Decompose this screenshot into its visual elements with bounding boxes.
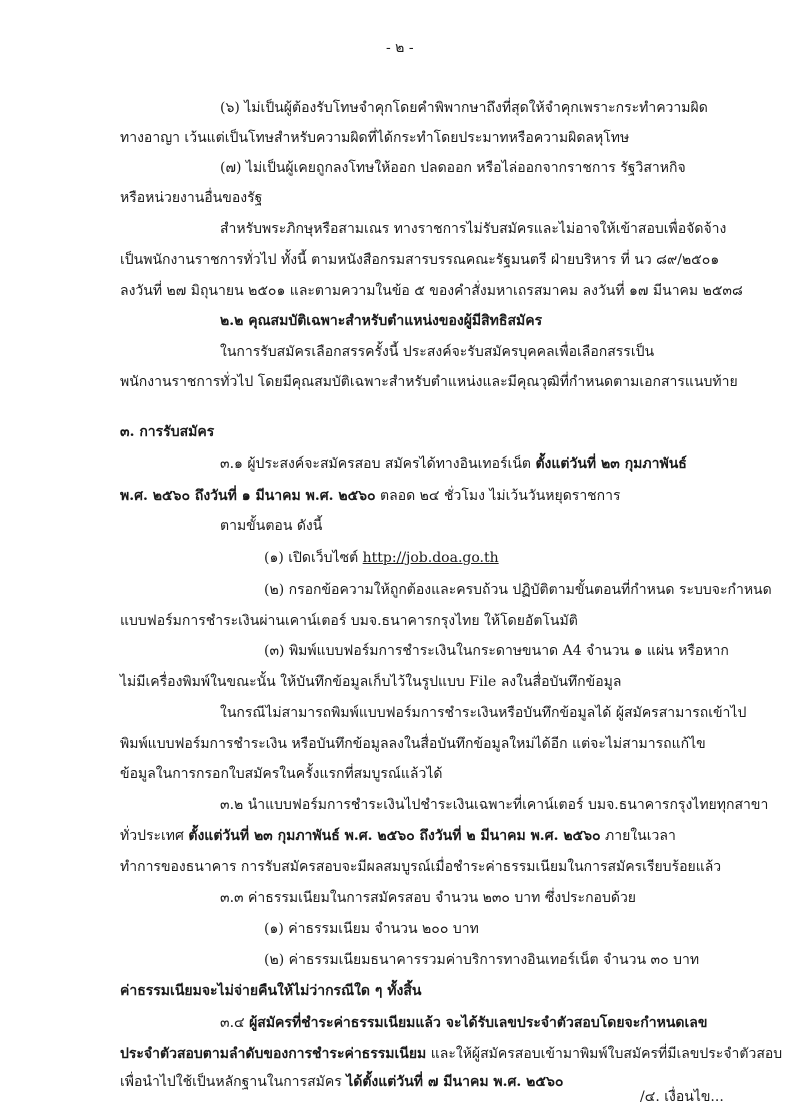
section-3-4-text-1: ผู้สมัครที่ชำระค่าธรรมเนียมแล้ว จะได้รับเลขประจำตัวสอบโดยจะกำหนดเลข xyxy=(249,1015,708,1031)
page-number: - ๒ - xyxy=(386,40,414,56)
continuation-marker: /๔. เงื่อนไข... xyxy=(640,1089,724,1105)
qualification-7-line-1: (๗) ไม่เป็นผู้เคยถูกลงโทษให้ออก ปลดออก หรือไล่ออกจากราชการ รัฐวิสาหกิจ xyxy=(220,160,686,176)
section-3-1-line-1 xyxy=(220,454,687,474)
section-3-2-within-time: ภายในเวลา xyxy=(600,828,676,844)
section-2-2-title: ๒.๒ คุณสมบัติเฉพาะสำหรับตำแหน่งของผู้มีสิทธิสมัคร xyxy=(220,313,543,329)
section-2-2-line-2: พนักงานราชการทั่วไป โดยมีคุณสมบัติเฉพาะสำหรับตำแหน่งและมีคุณวุฒิที่กำหนดตามเอกสารแนบท้าย xyxy=(120,374,738,390)
monk-note-line-3: ลงวันที่ ๒๗ มิถุนายน ๒๕๐๑ และตามความในข้อ ๕ ของคำสั่งมหาเถรสมาคม ลงวันที่ ๑๗ มีนาคม ๒๕๓๘ xyxy=(120,283,743,299)
section-3-4-text-2: ประจำตัวสอบตามลำดับของการชำระค่าธรรมเนียม xyxy=(120,1046,427,1062)
step-1-label: (๑) เปิดเว็บไซต์ xyxy=(264,550,363,566)
section-3-4-line-2 xyxy=(120,1044,782,1064)
section-3-1-line-3: ตามขั้นตอน ดังนี้ xyxy=(220,518,323,534)
section-3-1-line-2 xyxy=(120,486,621,506)
print-note-line-2: พิมพ์แบบฟอร์มการชำระเงิน หรือบันทึกข้อมูลลงในสื่อบันทึกข้อมูลใหม่ได้อีก แต่จะไม่สามารถแก้ไข xyxy=(120,736,706,752)
step-3-line-2: ไม่มีเครื่องพิมพ์ในขณะนั้น ให้บันทึกข้อมูลเก็บไว้ในรูปแบบ File ลงในสื่อบันทึกข้อมูล xyxy=(120,674,622,690)
no-refund-notice: ค่าธรรมเนียมจะไม่จ่ายคืนให้ไม่ว่ากรณีใด ๆ ทั้งสิ้น xyxy=(120,983,422,999)
step-2-line-1: (๒) กรอกข้อความให้ถูกต้องและครบถ้วน ปฏิบัติตามขั้นตอนที่กำหนด ระบบจะกำหนด xyxy=(264,582,772,598)
fee-item-2: (๒) ค่าธรรมเนียมธนาคารรวมค่าบริการทางอินเทอร์เน็ต จำนวน ๓๐ บาท xyxy=(264,952,700,968)
print-note-line-3: ข้อมูลในการกรอกใบสมัครในครั้งแรกที่สมบูรณ์แล้วได้ xyxy=(120,766,443,782)
section-2-2-line-1: ในการรับสมัครเลือกสรรครั้งนี้ ประสงค์จะรับสมัครบุคคลเพื่อเลือกสรรเป็น xyxy=(220,344,655,360)
qualification-7-line-2: หรือหน่วยงานอื่นของรัฐ xyxy=(120,190,263,206)
step-3-line-1: (๓) พิมพ์แบบฟอร์มการชำระเงินในกระดาษขนาด A4 จำนวน ๑ แผ่น หรือหาก xyxy=(264,643,729,659)
monk-note-line-1: สำหรับพระภิกษุหรือสามเณร ทางราชการไม่รับสมัครและไม่อาจให้เข้าสอบเพื่อจัดจ้าง xyxy=(220,221,727,237)
section-3-title: ๓. การรับสมัคร xyxy=(120,424,215,440)
section-3-4-text-4: เพื่อนำไปใช้เป็นหลักฐานในการสมัคร xyxy=(120,1074,347,1090)
print-note-line-1: ในกรณีไม่สามารถพิมพ์แบบฟอร์มการชำระเงินหรือบันทึกข้อมูลได้ ผู้สมัครสามารถเข้าไป xyxy=(220,705,747,721)
fee-item-1: (๑) ค่าธรรมเนียม จำนวน ๒๐๐ บาท xyxy=(264,921,479,937)
section-3-4-print-date: ได้ตั้งแต่วันที่ ๗ มีนาคม พ.ศ. ๒๕๖๐ xyxy=(346,1074,564,1090)
monk-note-line-2: เป็นพนักงานราชการทั่วไป ทั้งนี้ ตามหนังสือกรมสารบรรณคณะรัฐมนตรี ฝ่ายบริหาร ที่ นว ๘๙/๒๕๐๑ xyxy=(120,252,720,268)
section-3-4-line-1 xyxy=(220,1013,707,1033)
section-3-2-line-3: ทำการของธนาคาร การรับสมัครสอบจะมีผลสมบูรณ์เมื่อชำระค่าธรรมเนียมในการสมัครเรียบร้อยแล้ว xyxy=(120,859,722,875)
section-3-2-payment-dates: ตั้งแต่วันที่ ๒๓ กุมภาพันธ์ พ.ศ. ๒๕๖๐ ถึงวันที่ ๒ มีนาคม พ.ศ. ๒๕๖๐ xyxy=(188,828,601,844)
qualification-6-line-2: ทางอาญา เว้นแต่เป็นโทษสำหรับความผิดที่ได้กระทำโดยประมาทหรือความผิดลหุโทษ xyxy=(120,130,630,146)
step-1 xyxy=(264,548,499,568)
section-3-4-line-3 xyxy=(120,1072,563,1092)
step-2-line-2: แบบฟอร์มการชำระเงินผ่านเคาน์เตอร์ บมจ.ธนาคารกรุงไทย ให้โดยอัตโนมัติ xyxy=(120,613,578,629)
section-3-2-line-2 xyxy=(120,826,676,846)
section-3-1-start-date: ตั้งแต่วันที่ ๒๓ กุมภาพันธ์ xyxy=(535,456,687,472)
section-3-2-line-1: ๓.๒ นำแบบฟอร์มการชำระเงินไปชำระเงินเฉพาะที่เคาน์เตอร์ บมจ.ธนาคารกรุงไทยทุกสาขา xyxy=(220,797,769,813)
application-website-link[interactable]: http://job.doa.go.th xyxy=(362,550,499,566)
section-3-1-intro: ๓.๑ ผู้ประสงค์จะสมัครสอบ สมัครได้ทางอินเทอร์เน็ต xyxy=(220,456,536,472)
section-3-4-number: ๓.๔ xyxy=(220,1015,250,1031)
section-3-4-text-3: และให้ผู้สมัครสอบเข้ามาพิมพ์ใบสมัครที่มีเลขประจำตัวสอบ xyxy=(426,1046,783,1062)
qualification-6-line-1: (๖) ไม่เป็นผู้ต้องรับโทษจำคุกโดยคำพิพากษาถึงที่สุดให้จำคุกเพราะกระทำความผิด xyxy=(220,100,708,116)
section-3-2-nationwide: ทั่วประเทศ xyxy=(120,828,189,844)
section-3-3-line-1: ๓.๓ ค่าธรรมเนียมในการสมัครสอบ จำนวน ๒๓๐ บาท ซึ่งประกอบด้วย xyxy=(220,890,637,906)
section-3-1-end-date: พ.ศ. ๒๕๖๐ ถึงวันที่ ๑ มีนาคม พ.ศ. ๒๕๖๐ xyxy=(120,488,376,504)
section-3-1-hours: ตลอด ๒๔ ชั่วโมง ไม่เว้นวันหยุดราชการ xyxy=(375,488,621,504)
